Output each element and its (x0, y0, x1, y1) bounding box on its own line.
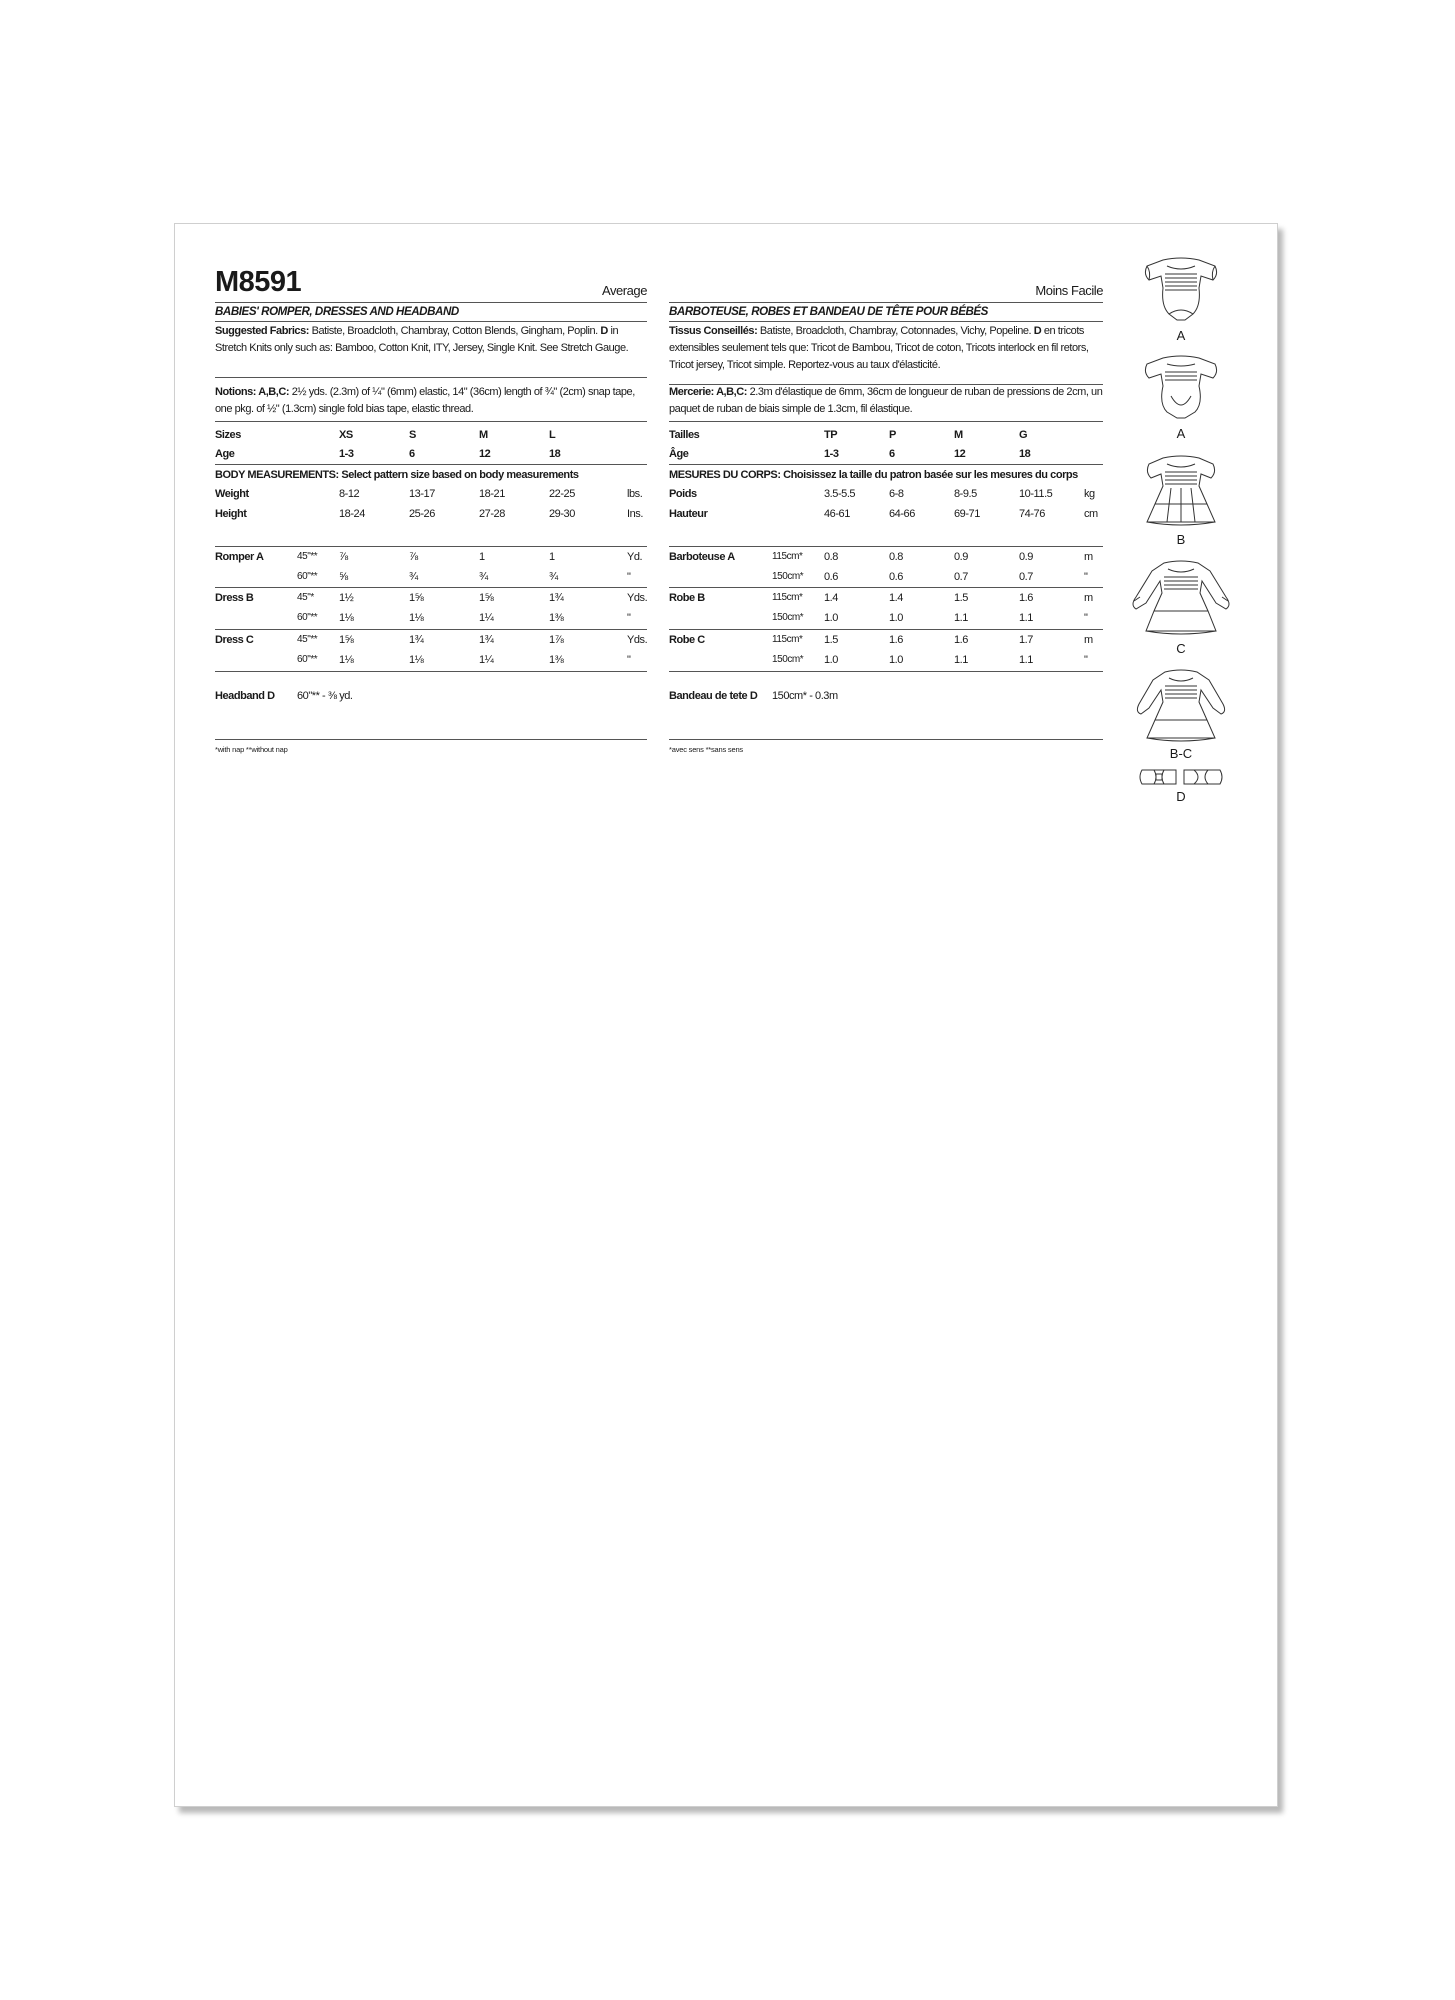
yardage-value: 1¼ (479, 654, 494, 666)
yardage-value: 0.9 (954, 551, 968, 563)
divider (669, 546, 1103, 547)
view-label: A (1176, 426, 1186, 441)
suggested-fabrics (215, 323, 647, 357)
view-c-dress (1121, 557, 1241, 662)
pattern-envelope-back (174, 223, 1278, 1807)
size-header: G (1019, 429, 1028, 441)
height-value: 64-66 (889, 508, 915, 520)
view-b-dress (1121, 452, 1241, 552)
body-measurements-label: BODY MEASUREMENTS: Select pattern size based on body measurements (215, 469, 579, 481)
yardage-value: 0.8 (889, 551, 903, 563)
yardage-unit: " (627, 612, 631, 624)
fabric-width: 150cm* (772, 654, 804, 665)
sizes-label: Tailles (669, 429, 700, 441)
yardage-value: ⅞ (409, 551, 418, 563)
fabric-width: 60"** (297, 571, 318, 582)
garment-label: Dress C (215, 634, 254, 646)
yardage-value: 1.1 (954, 654, 968, 666)
headband-label: Bandeau de tete D (669, 690, 758, 702)
height-value: 18-24 (339, 508, 365, 520)
yardage-value: 1⅝ (409, 592, 424, 604)
headband-value: 150cm* - 0.3m (772, 690, 838, 702)
divider (669, 587, 1103, 588)
yardage-value: 1.1 (1019, 612, 1033, 624)
fabrics-label: Tissus Conseillés: (669, 325, 758, 337)
fabrics-text-2: en tricots extensibles seulement tels que: Tricot de Bambou, Tricot de coton, Tricots interlock en fil retors, Tricot jersey, Tricot simple. Reportez-vous au taux d'élasticité. (669, 325, 1089, 371)
fabrics-d: D (600, 325, 608, 337)
view-label: A (1176, 328, 1186, 343)
yardage-value: 1¾ (479, 634, 494, 646)
yardage-value: 1.0 (824, 612, 838, 624)
yardage-value: 1⅜ (549, 612, 564, 624)
fabric-width: 60"** (297, 612, 318, 623)
divider (669, 464, 1103, 465)
yardage-value: 1.0 (889, 654, 903, 666)
weight-value: 13-17 (409, 488, 435, 500)
view-b-c-dress (1121, 666, 1241, 766)
age-label: Âge (669, 448, 689, 460)
height-label: Hauteur (669, 508, 708, 520)
suggested-fabrics (669, 323, 1103, 374)
divider (215, 739, 647, 740)
yardage-value: 0.6 (889, 571, 903, 583)
yardage-unit: " (627, 654, 631, 666)
notions-label: Mercerie: A,B,C: (669, 386, 747, 398)
yardage-value: 1.0 (824, 654, 838, 666)
age-value: 18 (549, 448, 561, 460)
size-header: M (479, 429, 488, 441)
yardage-value: 0.9 (1019, 551, 1033, 563)
yardage-value: 0.8 (824, 551, 838, 563)
divider (215, 671, 647, 672)
pattern-title: BABIES' ROMPER, DRESSES AND HEADBAND (215, 305, 459, 318)
view-label: C (1176, 641, 1186, 656)
yardage-unit: Yds. (627, 634, 648, 646)
size-header: M (954, 429, 963, 441)
divider (669, 302, 1103, 303)
height-value: 74-76 (1019, 508, 1045, 520)
yardage-value: 1.0 (889, 612, 903, 624)
weight-value: 10-11.5 (1019, 488, 1053, 500)
yardage-value: 1.5 (824, 634, 838, 646)
yardage-value: ⅝ (339, 571, 348, 583)
age-label: Age (215, 448, 235, 460)
weight-label: Weight (215, 488, 249, 500)
yardage-value: 0.7 (954, 571, 968, 583)
notions (215, 384, 647, 418)
divider (215, 587, 647, 588)
divider (669, 629, 1103, 630)
yardage-value: 1.5 (954, 592, 968, 604)
yardage-value: 1.6 (1019, 592, 1033, 604)
fabric-width: 150cm* (772, 612, 804, 623)
view-label: D (1176, 789, 1186, 804)
yardage-value: 1⅛ (409, 612, 424, 624)
height-unit: cm (1084, 508, 1098, 520)
garment-label: Robe B (669, 592, 705, 604)
age-value: 1-3 (339, 448, 354, 460)
age-value: 1-3 (824, 448, 839, 460)
footnote: *avec sens **sans sens (669, 745, 743, 754)
dress-bc-drawing (1131, 666, 1231, 746)
weight-value: 8-12 (339, 488, 360, 500)
age-value: 6 (409, 448, 415, 460)
fabric-width: 45"* (297, 592, 314, 603)
yardage-value: 1.1 (954, 612, 968, 624)
view-a-romper-back (1121, 352, 1241, 447)
age-value: 18 (1019, 448, 1031, 460)
view-d-headband (1121, 767, 1241, 812)
age-value: 6 (889, 448, 895, 460)
divider (215, 421, 647, 422)
fabric-width: 115cm* (772, 592, 803, 603)
weight-value: 6-8 (889, 488, 904, 500)
dress-c-drawing (1126, 557, 1236, 639)
height-value: 69-71 (954, 508, 980, 520)
yardage-value: 1⅝ (479, 592, 494, 604)
yardage-value: 1.6 (889, 634, 903, 646)
height-unit: Ins. (627, 508, 643, 520)
yardage-value: 1.4 (889, 592, 903, 604)
yardage-value: 1⅜ (549, 654, 564, 666)
weight-unit: lbs. (627, 488, 643, 500)
yardage-value: 1 (479, 551, 485, 563)
weight-label: Poids (669, 488, 697, 500)
divider (669, 739, 1103, 740)
notions-text: 2.3m d'élastique de 6mm, 36cm de longueur de ruban de pressions de 2cm, un paquet de ruban de biais simple de 1.3cm, fil élastique. (669, 386, 1103, 415)
weight-value: 8-9.5 (954, 488, 977, 500)
weight-unit: kg (1084, 488, 1095, 500)
yardage-value: 0.7 (1019, 571, 1033, 583)
body-measurements-label: MESURES DU CORPS: Choisissez la taille du patron basée sur les mesures du corps (669, 469, 1078, 481)
yardage-unit: m (1084, 551, 1093, 563)
header (215, 265, 647, 301)
difficulty-level: Moins Facile (1035, 283, 1103, 298)
yardage-value: ¾ (409, 571, 418, 583)
garment-label: Dress B (215, 592, 254, 604)
divider (669, 421, 1103, 422)
divider (669, 671, 1103, 672)
notions-text: 2½ yds. (2.3m) of ¼" (6mm) elastic, 14" (36cm) length of ¾" (2cm) snap tape, one pkg. of ½" (1.3cm) single fold bias tape, elastic thread. (215, 386, 635, 415)
age-value: 12 (954, 448, 966, 460)
fabric-width: 45"** (297, 551, 318, 562)
yardage-unit: m (1084, 634, 1093, 646)
size-header: XS (339, 429, 353, 441)
yardage-value: 1¾ (409, 634, 424, 646)
yardage-value: 1⅛ (409, 654, 424, 666)
view-label: B-C (1169, 746, 1193, 761)
fabric-width: 150cm* (772, 571, 804, 582)
size-header: P (889, 429, 896, 441)
notions-label: Notions: A,B,C: (215, 386, 290, 398)
fabrics-text: Batiste, Broadcloth, Chambray, Cotton Blends, Gingham, Poplin. (308, 325, 601, 337)
divider (215, 464, 647, 465)
yardage-value: 0.6 (824, 571, 838, 583)
yardage-unit: " (1084, 571, 1088, 583)
difficulty-level: Average (601, 283, 647, 298)
pattern-number: M8591 (215, 266, 302, 298)
yardage-value: 1¾ (549, 592, 564, 604)
yardage-value: 1 (549, 551, 555, 563)
fabrics-text-2: in Stretch Knits only such as: Bamboo, Cotton Knit, ITY, Jersey, Single Knit. See Stretch Gauge. (215, 325, 629, 354)
yardage-value: 1¼ (479, 612, 494, 624)
yardage-unit: m (1084, 592, 1093, 604)
height-value: 27-28 (479, 508, 505, 520)
yardage-value: 1⅛ (339, 654, 354, 666)
footnote: *with nap **without nap (215, 745, 288, 754)
divider (215, 546, 647, 547)
sizes-label: Sizes (215, 429, 241, 441)
yardage-value: 1.4 (824, 592, 838, 604)
yardage-unit: " (627, 571, 631, 583)
view-a-romper-front (1121, 254, 1241, 349)
height-value: 29-30 (549, 508, 575, 520)
yardage-value: ⅞ (339, 551, 348, 563)
fabric-width: 60"** (297, 654, 318, 665)
divider (215, 321, 647, 322)
size-header: L (549, 429, 556, 441)
yardage-value: ¾ (479, 571, 488, 583)
garment-label: Barboteuse A (669, 551, 735, 563)
weight-value: 22-25 (549, 488, 575, 500)
height-value: 25-26 (409, 508, 435, 520)
size-header: S (409, 429, 416, 441)
fabric-width: 115cm* (772, 634, 803, 645)
divider (215, 629, 647, 630)
weight-value: 18-21 (479, 488, 505, 500)
yardage-unit: " (1084, 654, 1088, 666)
garment-label: Robe C (669, 634, 705, 646)
dress-b-drawing (1141, 452, 1221, 530)
yardage-value: 1⅞ (549, 634, 564, 646)
yardage-unit: " (1084, 612, 1088, 624)
view-label: B (1176, 532, 1186, 547)
yardage-value: 1½ (339, 592, 354, 604)
fabric-width: 45"** (297, 634, 318, 645)
headband-label: Headband D (215, 690, 275, 702)
age-value: 12 (479, 448, 491, 460)
divider (669, 321, 1103, 322)
header (669, 265, 1103, 301)
pattern-title: BARBOTEUSE, ROBES ET BANDEAU DE TÊTE POUR BÉBÉS (669, 305, 988, 318)
yardage-value: 1⅝ (339, 634, 354, 646)
divider (215, 377, 647, 378)
yardage-unit: Yds. (627, 592, 648, 604)
fabrics-label: Suggested Fabrics: (215, 325, 309, 337)
yardage-value: ¾ (549, 571, 558, 583)
headband-value: 60"** - ⅜ yd. (297, 690, 353, 702)
height-value: 46-61 (824, 508, 850, 520)
yardage-value: 1.1 (1019, 654, 1033, 666)
romper-drawing (1141, 254, 1221, 326)
fabrics-d: D (1033, 325, 1042, 337)
yardage-value: 1⅛ (339, 612, 354, 624)
yardage-value: 1.6 (954, 634, 968, 646)
fabrics-text: Batiste, Broadcloth, Chambray, Cotonnades, Vichy, Popeline. (757, 325, 1034, 337)
notions (669, 384, 1103, 418)
size-header: TP (824, 429, 838, 441)
yardage-unit: Yd. (627, 551, 643, 563)
headband-drawing (1136, 767, 1226, 787)
divider (215, 302, 647, 303)
weight-value: 3.5-5.5 (824, 488, 856, 500)
garment-label: Romper A (215, 551, 264, 563)
fabric-width: 115cm* (772, 551, 803, 562)
romper-drawing (1141, 352, 1221, 424)
height-label: Height (215, 508, 247, 520)
yardage-value: 1.7 (1019, 634, 1033, 646)
